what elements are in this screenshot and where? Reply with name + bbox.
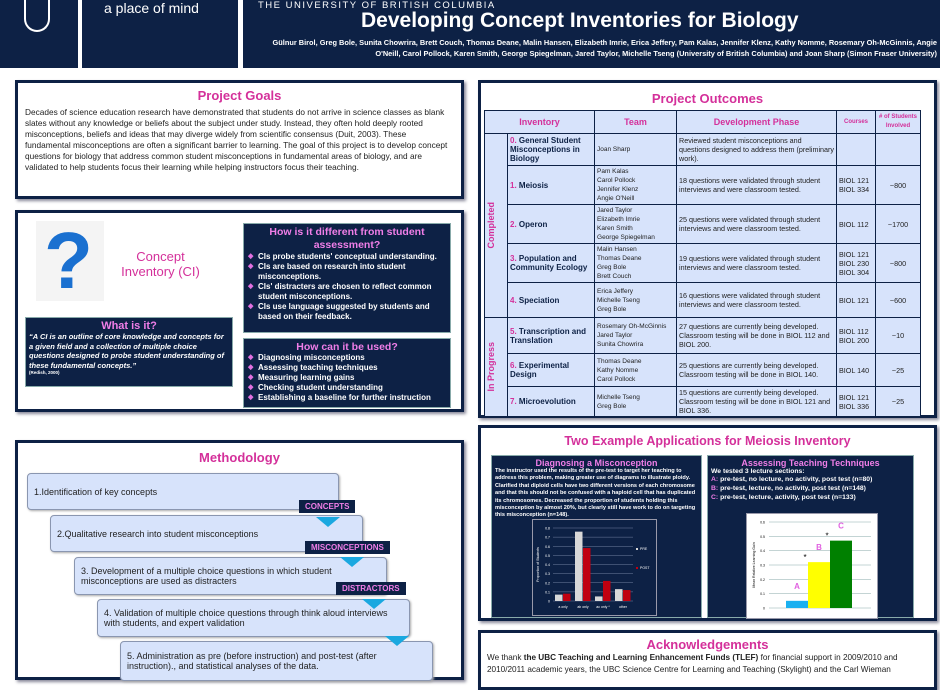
y-tick-label: 0.7 bbox=[545, 535, 550, 540]
team-member: Thomas Deane bbox=[597, 255, 642, 262]
bar-label: B bbox=[816, 543, 822, 553]
team-member: Michelle Tseng bbox=[597, 296, 640, 304]
method-step-1: 1.Identification of key concepts bbox=[27, 473, 339, 510]
what-is-it-quote: “A CI is an outline of core knowledge and concepts for a given field and a collection of multiple choice questions designed to probe student understanding of these fundamental concepts.” bbox=[29, 332, 224, 370]
y-axis-label: Mean Relative Learning Gain bbox=[752, 542, 756, 588]
list-item: ◆ CIs probe students' conceptual understanding. bbox=[247, 252, 447, 262]
inventory-name: General Student Misconceptions in Biology bbox=[510, 136, 581, 163]
bar-a bbox=[786, 601, 808, 608]
phase-cell: 15 questions are currently being developed. Classroom testing will be done in BIOL 121 and BIOL 336. bbox=[677, 387, 837, 417]
phase-cell: 27 questions are currently being developed. Classroom testing will be done in BIOL 112 and BIOL 200. bbox=[677, 318, 837, 354]
phase-cell: 16 questions were validated through student interviews and were classroom tested. bbox=[677, 283, 837, 318]
method-step-4: 4. Validation of multiple choice questions through think aloud interviews with students, and expert validation bbox=[97, 599, 410, 637]
inventory-number: 5. bbox=[510, 326, 519, 336]
y-tick-label: 0.3 bbox=[760, 563, 765, 568]
courses-cell bbox=[837, 354, 876, 387]
project-goals-text: Decades of science education research have demonstrated that students do not arrive in science classes as blank slates without any knowledge or beliefs about the subject under study. Instead, they often hold deeply rooted misconceptions, beliefs and ideas that may diverge widely from scientific consensus (Duit, 2003). These fundamental misconceptions are often a significant barrier to learning. The goal of this project is to develop concept questions for biology that address common student misconceptions in fundamental areas of biology, and are validated to help students focus their learning while helping instructors focus their teaching. bbox=[25, 107, 448, 172]
lecture-sections-list bbox=[711, 475, 910, 502]
y-tick-label: 0 bbox=[763, 606, 765, 611]
legend-label: PRE bbox=[640, 547, 648, 551]
significance-marker: * bbox=[803, 553, 807, 563]
inventory-number: 2. bbox=[510, 219, 519, 229]
bar-pre bbox=[595, 596, 603, 601]
ack-text-end: for financial support in 2009/2010 and 2010/2011 academic years, the UBC Science Centre for Learning and Teaching (Skylight) and the Carl Wieman bbox=[487, 653, 898, 674]
inventory-number: 3. bbox=[510, 254, 519, 263]
status-label: In Progress bbox=[486, 342, 496, 392]
course: BIOL 336 bbox=[839, 401, 870, 411]
phase-cell: 18 questions were validated through student interviews and were classroom tested. bbox=[677, 166, 837, 205]
y-tick-label: 0.6 bbox=[760, 520, 765, 525]
list-item: ◆ Diagnosing misconceptions bbox=[247, 353, 447, 363]
inventory-name: Microevolution bbox=[518, 397, 576, 406]
learning-gain-bar-chart bbox=[746, 513, 878, 619]
students-cell: ~25 bbox=[876, 354, 921, 387]
lecture-section bbox=[711, 475, 910, 484]
column-header-courses: Courses bbox=[837, 111, 876, 134]
section-desc: pre-test, no lecture, no activity, post test (n=80) bbox=[718, 476, 873, 483]
team-member: Carol Pollock bbox=[597, 177, 636, 184]
inventory-number: 4. bbox=[510, 295, 519, 305]
students-cell: ~1700 bbox=[876, 205, 921, 244]
ack-funder: the UBC Teaching and Learning Enhancement Funds (TLEF) bbox=[523, 653, 759, 662]
status-group-cell bbox=[485, 134, 508, 318]
section-desc: pre-test, lecture, no activity, post test (n=148) bbox=[718, 485, 866, 492]
phase-cell: 25 questions were validated through student interviews and were classroom tested. bbox=[677, 205, 837, 244]
y-tick-label: 0.2 bbox=[760, 577, 765, 582]
table-row bbox=[485, 134, 921, 166]
column-header--of-students-involved: # of Students Involved bbox=[876, 111, 921, 134]
team-member: Pam Kalas bbox=[597, 168, 629, 175]
examples-title: Two Example Applications for Meiosis Inventory bbox=[564, 434, 851, 448]
diagnosing-title: Diagnosing a Misconception bbox=[535, 458, 658, 468]
section-desc: pre-test, lecture, activity, post test (n=133) bbox=[718, 494, 856, 501]
y-tick-label: 0.4 bbox=[760, 549, 765, 554]
team-cell bbox=[595, 244, 677, 283]
phase-cell: 25 questions are currently being developed. Classroom testing will be done in BIOL 140. bbox=[677, 354, 837, 387]
course: BIOL 112 bbox=[839, 219, 869, 229]
what-is-it-box bbox=[25, 317, 233, 387]
courses-cell bbox=[837, 283, 876, 318]
project-goals-title: Project Goals bbox=[197, 88, 282, 103]
course: BIOL 230 bbox=[839, 258, 870, 268]
bar-b bbox=[808, 562, 830, 608]
list-item: ◆ Measuring learning gains bbox=[247, 373, 447, 383]
question-mark-figure-icon: ? bbox=[36, 221, 104, 301]
team-member: Greg Bole bbox=[597, 305, 627, 313]
bar-label: A bbox=[794, 581, 800, 591]
courses-cell bbox=[837, 244, 876, 283]
students-cell bbox=[876, 134, 921, 166]
courses-cell bbox=[837, 318, 876, 354]
course: BIOL 121 bbox=[839, 249, 870, 259]
list-item: ◆ CIs use language suggested by students and based on their feedback. bbox=[247, 302, 447, 322]
course: BIOL 121 bbox=[839, 295, 870, 305]
distractors-tag: DISTRACTORS bbox=[336, 582, 406, 595]
y-tick-label: 0.1 bbox=[545, 590, 550, 595]
inventory-name: Operon bbox=[518, 219, 548, 229]
inventory-cell bbox=[508, 166, 595, 205]
team-member: Sunita Chowrira bbox=[597, 341, 644, 348]
courses-cell bbox=[837, 134, 876, 166]
team-cell bbox=[595, 283, 677, 318]
university-name: THE UNIVERSITY OF BRITISH COLUMBIA bbox=[258, 0, 496, 11]
inventory-cell bbox=[508, 244, 595, 283]
course: BIOL 140 bbox=[839, 365, 870, 375]
inventory-name: Experimental Design bbox=[510, 361, 570, 379]
bar-c bbox=[830, 541, 852, 608]
assessing-title: Assessing Teaching Techniques bbox=[741, 458, 880, 468]
arrow-down-icon bbox=[362, 599, 386, 609]
difference-list bbox=[247, 252, 447, 322]
list-item: ◆ Checking student understanding bbox=[247, 383, 447, 393]
acknowledgements-panel bbox=[478, 630, 937, 690]
team-member: Angie O'Neill bbox=[597, 195, 635, 202]
team-member: Greg Bole bbox=[597, 402, 627, 410]
inventory-name: Speciation bbox=[518, 295, 560, 305]
inventory-number: 1. bbox=[510, 180, 519, 190]
courses-cell bbox=[837, 166, 876, 205]
method-step-2: 2.Qualitative research into student misconceptions bbox=[50, 515, 363, 552]
ci-title: Concept Inventory (CI) bbox=[121, 249, 200, 279]
y-axis-label: Proportion of Students bbox=[536, 547, 540, 582]
list-item: ◆ CIs are based on research into student misconceptions. bbox=[247, 262, 447, 282]
courses-cell bbox=[837, 387, 876, 417]
y-tick-label: 0.2 bbox=[545, 581, 550, 586]
team-member: Jared Taylor bbox=[597, 332, 633, 339]
method-step-3: 3. Development of a multiple choice questions in which student misconceptions are used as distracters bbox=[74, 557, 387, 595]
bar-pre bbox=[615, 589, 623, 601]
team-member: Kathy Nomme bbox=[597, 366, 639, 374]
table-row bbox=[485, 244, 921, 283]
status-group-cell bbox=[485, 318, 508, 417]
difference-box bbox=[243, 223, 451, 333]
diagnosing-text: The instructor used the results of the pre-test to target her teaching to address this problem, making greater use of diagrams to illustrate ploidy. Clarified that diploid cells have two different versions of each chromosome and that this should not be confused with a haploid cell that has duplicated its chromosomes. Decreased the proportion of students holding this misconception by almost 20%, but clearly still have work to do on targeting this misconception (n=148). bbox=[495, 468, 696, 519]
x-tick-label: ac only * bbox=[596, 605, 610, 609]
bar-pre bbox=[575, 532, 583, 601]
ack-text-start: We thank bbox=[487, 653, 524, 662]
students-cell: ~25 bbox=[876, 387, 921, 417]
section-key: A: bbox=[711, 476, 719, 483]
team-cell bbox=[595, 134, 677, 166]
tagline-block bbox=[82, 0, 238, 68]
x-tick-label: a only bbox=[558, 605, 568, 609]
team-member: Karen Smith bbox=[597, 225, 633, 232]
bar-pre bbox=[555, 595, 563, 601]
diagnosing-box bbox=[491, 455, 702, 618]
table-row bbox=[485, 283, 921, 318]
header-divider bbox=[238, 0, 243, 68]
courses-cell bbox=[837, 205, 876, 244]
logo-block bbox=[0, 0, 78, 68]
course: BIOL 121 bbox=[839, 392, 870, 402]
course: BIOL 121 bbox=[839, 176, 870, 185]
students-cell: ~800 bbox=[876, 244, 921, 283]
y-tick-label: 0.1 bbox=[760, 592, 765, 597]
citation: (Redish, 2000) bbox=[29, 370, 60, 375]
team-cell bbox=[595, 318, 677, 354]
bar-post bbox=[603, 581, 611, 601]
table-row bbox=[485, 205, 921, 244]
inventory-number: 6. bbox=[510, 361, 519, 370]
status-label: Completed bbox=[486, 202, 496, 249]
acknowledgements-title: Acknowledgements bbox=[646, 637, 769, 652]
y-tick-label: 0 bbox=[548, 599, 550, 604]
legend-swatch bbox=[636, 567, 638, 569]
team-member: George Spiegelman bbox=[597, 234, 655, 241]
inventory-cell bbox=[508, 318, 595, 354]
inventory-number: 0. bbox=[510, 136, 519, 145]
inventory-cell bbox=[508, 134, 595, 166]
inventory-cell bbox=[508, 387, 595, 417]
y-tick-label: 0.3 bbox=[545, 572, 550, 577]
y-tick-label: 0.5 bbox=[760, 534, 765, 539]
methodology-title: Methodology bbox=[199, 450, 280, 465]
table-row bbox=[485, 354, 921, 387]
y-tick-label: 0.4 bbox=[545, 563, 550, 567]
team-cell bbox=[595, 354, 677, 387]
header-divider bbox=[78, 0, 82, 68]
team-member: Rosemary Oh-McGinnis bbox=[597, 323, 667, 330]
footnote: *Statistically Significant difference bbox=[793, 613, 847, 617]
list-item: ◆ Establishing a baseline for further instruction bbox=[247, 393, 447, 403]
bar-label: C bbox=[838, 521, 844, 531]
arrow-down-icon bbox=[340, 557, 364, 567]
section-key: B: bbox=[711, 485, 719, 492]
table-row bbox=[485, 318, 921, 354]
team-cell bbox=[595, 205, 677, 244]
outcomes-title: Project Outcomes bbox=[651, 91, 764, 106]
inventory-cell bbox=[508, 205, 595, 244]
inventory-name: Population and Community Ecology bbox=[510, 254, 588, 272]
arrow-down-icon bbox=[316, 517, 340, 527]
x-tick-label: other bbox=[619, 605, 627, 609]
significance-marker: * bbox=[825, 531, 829, 541]
ubc-crest-icon bbox=[24, 0, 50, 32]
y-tick-label: 0.5 bbox=[545, 553, 550, 558]
inventory-name: Transcription and Translation bbox=[510, 326, 587, 345]
team-member: Jared Taylor bbox=[597, 207, 633, 214]
bar-post bbox=[623, 590, 631, 601]
method-step-5: 5. Administration as pre (before instruction) and post-test (after instruction)., and statistical analyses of the data. bbox=[120, 641, 433, 681]
course: BIOL 334 bbox=[839, 185, 870, 194]
inventory-number: 7. bbox=[510, 397, 519, 406]
students-cell: ~600 bbox=[876, 283, 921, 318]
course: BIOL 304 bbox=[839, 267, 870, 277]
misconceptions-tag: MISCONCEPTIONS bbox=[305, 541, 390, 554]
team-member: Greg Bole bbox=[597, 264, 627, 271]
inventory-name: Meiosis bbox=[518, 180, 549, 190]
team-member: Erica Jeffery bbox=[597, 287, 634, 295]
methodology-panel bbox=[15, 440, 464, 680]
lecture-section bbox=[711, 493, 910, 502]
table-row bbox=[485, 166, 921, 205]
bar-post bbox=[583, 548, 591, 601]
course: BIOL 200 bbox=[839, 335, 870, 345]
concepts-tag: CONCEPTS bbox=[299, 500, 355, 513]
what-is-it-title: What is it? bbox=[101, 320, 157, 332]
usage-box bbox=[243, 338, 451, 408]
team-member: Jennifer Klenz bbox=[597, 186, 639, 193]
acknowledgements-text bbox=[487, 652, 928, 676]
team-member: Brett Couch bbox=[597, 273, 632, 280]
difference-title: How is it different from student assessment? bbox=[269, 226, 425, 251]
assessing-intro: We tested 3 lecture sections: bbox=[711, 468, 805, 475]
inventory-cell bbox=[508, 283, 595, 318]
misconception-bar-chart bbox=[532, 519, 657, 616]
bar-post bbox=[563, 594, 571, 601]
students-cell: ~800 bbox=[876, 166, 921, 205]
column-header-development-phase: Development Phase bbox=[677, 111, 837, 134]
team-cell bbox=[595, 387, 677, 417]
x-tick-label: ab only bbox=[577, 605, 589, 609]
phase-cell: 19 questions were validated through student interviews and were classroom tested. bbox=[677, 244, 837, 283]
project-goals-panel bbox=[15, 80, 464, 199]
column-header-inventory: Inventory bbox=[485, 111, 595, 134]
students-cell: ~10 bbox=[876, 318, 921, 354]
section-key: C: bbox=[711, 494, 719, 501]
arrow-down-icon bbox=[385, 636, 409, 646]
list-item: ◆ CIs' distracters are chosen to reflect common student misconceptions. bbox=[247, 282, 447, 302]
authors: Gülnur Birol, Greg Bole, Sunita Chowrira, Brett Couch, Thomas Deane, Malin Hansen, Elizabeth Imrie, Erica Jeffery, Pam Kalas, Jennifer Klenz, Kathy Nomme, Rosemary Oh-McGinnis, Angie O'Neill, Carol Pollock, Karen Smith, George Spiegelman, Jared Taylor, Michelle Tseng (University of British Columbia) and Joan Sharp (Simon Fraser University) bbox=[272, 38, 937, 58]
team-member: Malin Hansen bbox=[597, 246, 637, 253]
phase-cell: Reviewed student misconceptions and questions designed to address them (preliminary work). bbox=[677, 134, 837, 166]
team-cell bbox=[595, 166, 677, 205]
usage-title: How can it be used? bbox=[296, 341, 398, 353]
team-member: Carol Pollock bbox=[597, 375, 636, 383]
team-member: Thomas Deane bbox=[597, 357, 642, 365]
team-member: Joan Sharp bbox=[597, 146, 631, 153]
lecture-section bbox=[711, 484, 910, 493]
list-item: ◆ Assessing teaching techniques bbox=[247, 363, 447, 373]
usage-list bbox=[247, 353, 447, 403]
outcomes-table bbox=[484, 110, 921, 417]
poster-title: Developing Concept Inventories for Biology bbox=[361, 9, 799, 32]
title-block bbox=[243, 0, 940, 68]
team-member: Elizabeth Imrie bbox=[597, 216, 641, 223]
concept-inventory-panel bbox=[15, 210, 464, 412]
legend-swatch bbox=[636, 548, 638, 550]
examples-panel bbox=[478, 425, 937, 621]
assessing-box bbox=[707, 455, 914, 618]
tagline: a place of mind bbox=[104, 0, 199, 16]
y-tick-label: 0.6 bbox=[545, 544, 550, 549]
course: BIOL 112 bbox=[839, 326, 869, 336]
table-row bbox=[485, 387, 921, 417]
legend-label: POST bbox=[640, 566, 650, 570]
column-header-team: Team bbox=[595, 111, 677, 134]
y-tick-label: 0.8 bbox=[545, 526, 550, 531]
inventory-cell bbox=[508, 354, 595, 387]
team-member: Michelle Tseng bbox=[597, 393, 640, 401]
